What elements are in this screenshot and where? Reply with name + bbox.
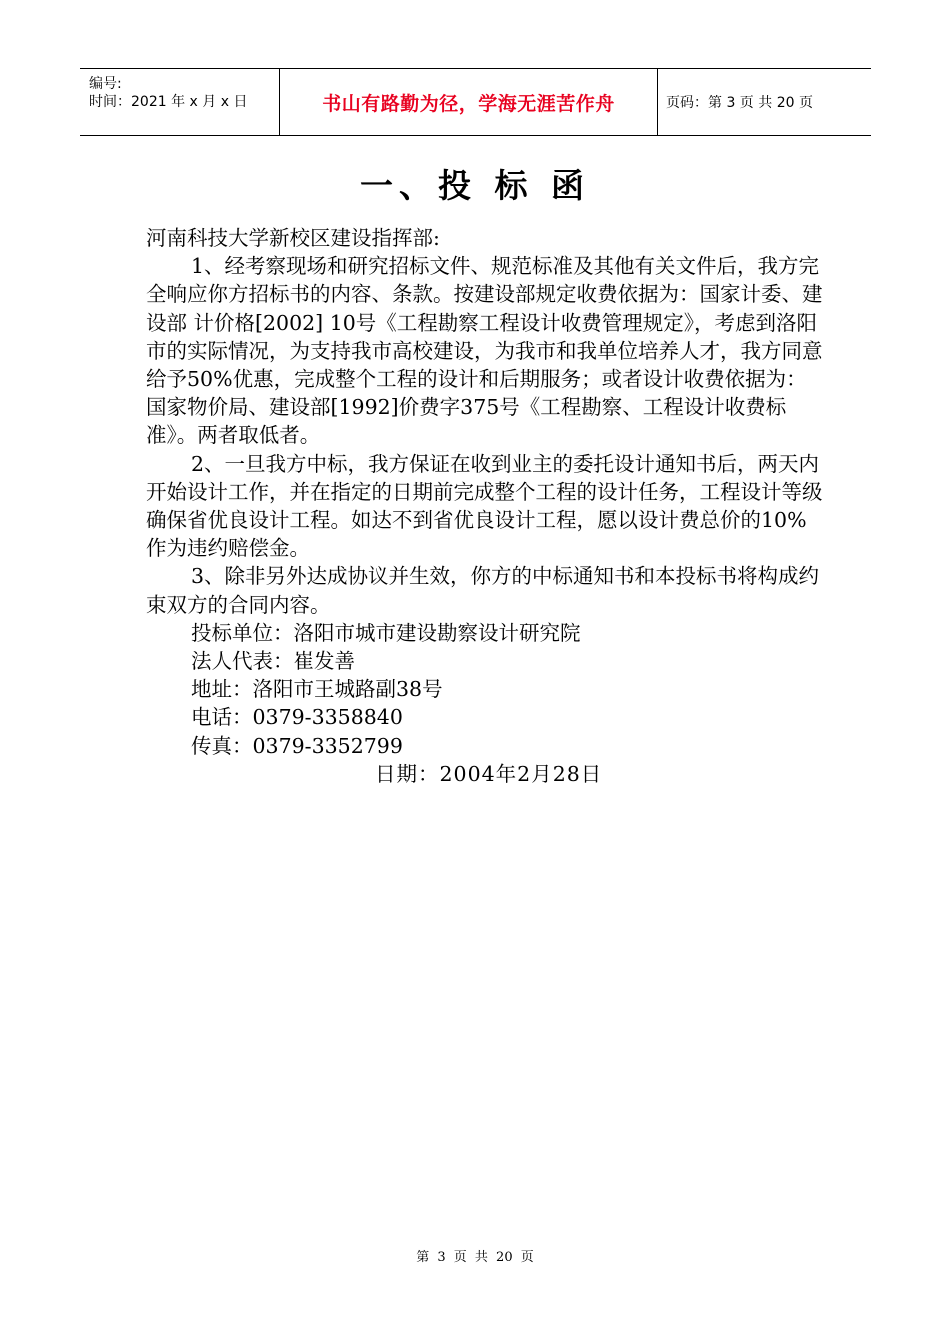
page-footer: 第 3 页 共 20 页 [416, 1250, 534, 1265]
addressee: 河南科技大学新校区建设指挥部: [146, 226, 440, 250]
time-label: 时间：2021 年 x 月 x 日 [89, 94, 248, 110]
paragraph-1: 1、经考察现场和研究招标文件、规范标准及其他有关文件后，我方完全响应你方招标书的内容、条款。按建设部规定收费依据为：国家计委、建设部 计价格[2002] 10号《工程勘察工程设计收费管理规定》，考虑到洛阳市的实际情况，为支持我市高校建设，为我市和我单位培养人才，我方同意给予50%优惠，完成整个工程的设计和后期服务；或者设计收费依据为：国家物价局、建设部[1992]价费字375号《工程勘察、工程设计收费标准》。两者取低者。 [146, 254, 823, 448]
header-page-info: 页码：第 3 页 共 20 页 [666, 95, 813, 111]
fax: 传真：0379-3352799 [191, 733, 403, 758]
bidder-unit: 投标单位：洛阳市城市建设勘察设计研究院 [191, 620, 581, 645]
paragraph-2: 2、一旦我方中标，我方保证在收到业主的委托设计通知书后，两天内开始设计工作，并在指定的日期前完成整个工程的设计任务，工程设计等级确保省优良设计工程。如达不到省优良设计工程，愿以设计费总价的10%作为违约赔偿金。 [146, 451, 823, 561]
sign-date: 日期：2004年2月28日 [375, 761, 603, 786]
document-title: 一、投 标 函 [360, 166, 590, 205]
header-motto: 书山有路勤为径，学海无涯苦作舟 [280, 69, 658, 135]
document-body [146, 224, 826, 788]
header-left-cell [80, 69, 280, 135]
header-table [80, 68, 871, 136]
legal-representative: 法人代表：崔发善 [191, 649, 355, 674]
phone: 电话：0379-3358840 [191, 705, 403, 730]
address: 地址：洛阳市王城路副38号 [191, 677, 443, 702]
number-label: 编号: [89, 76, 122, 92]
paragraph-3: 3、除非另外达成协议并生效，你方的中标通知书和本投标书将构成约束双方的合同内容。 [146, 564, 820, 617]
